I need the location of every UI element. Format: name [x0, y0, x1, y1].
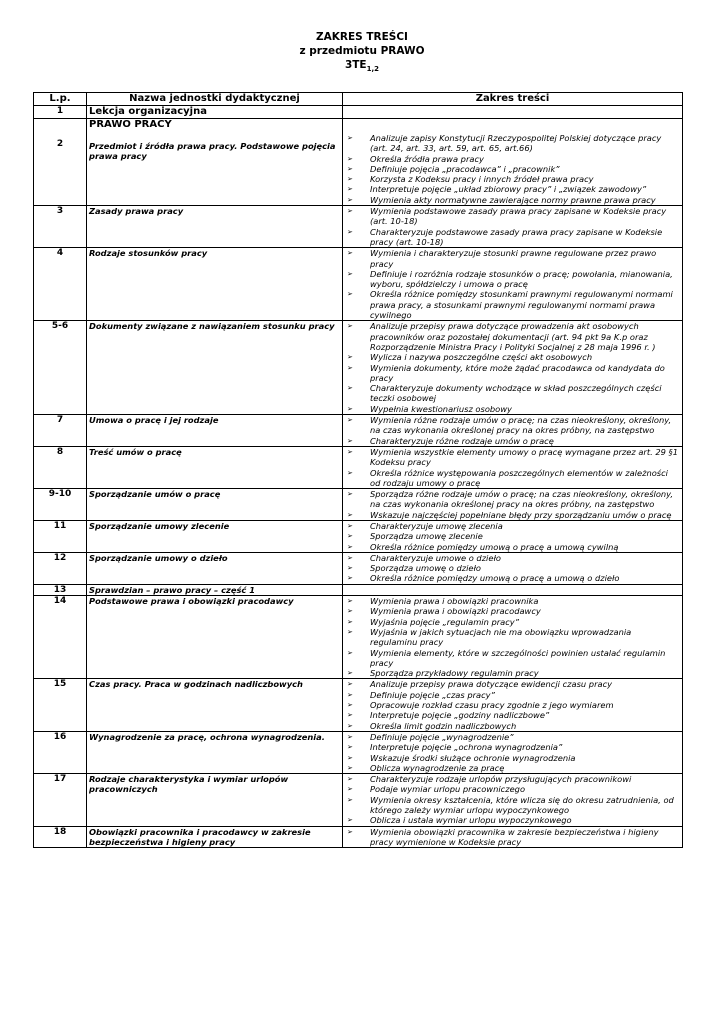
list-item: ➢ Charakteryzuje różne rodzaje umów o pracę: [345, 436, 680, 446]
row-unit: [87, 248, 343, 321]
col-header-unit: Nazwa jednostki dydaktycznej: [87, 93, 343, 106]
table-row: [34, 774, 683, 826]
row-scope: [343, 206, 683, 248]
list-item: ➢ Wylicza i nazywa poszczególne części akt osobowych: [345, 352, 680, 362]
row-unit-text: Sporządzanie umów o pracę: [89, 489, 221, 500]
row-unit: [87, 731, 343, 773]
table-row: [34, 206, 683, 248]
list-item: ➢ Wymienia dokumenty, które może żądać pracodawca od kandydata do pracy: [345, 363, 680, 384]
row-unit-text: Sprawdzian – prawo pracy – część 1: [89, 584, 255, 595]
row-lp: 14: [34, 596, 87, 679]
scope-list: [345, 774, 680, 825]
list-item: ➢ Sporządza umowę o dzieło: [345, 563, 680, 573]
row-unit: [87, 552, 343, 584]
list-item: ➢ Podaje wymiar urlopu pracowniczego: [345, 784, 680, 794]
scope-list: [345, 321, 680, 414]
document-header: [0, 30, 724, 76]
row-unit: [87, 119, 343, 206]
row-unit-text: Sporządzanie umowy o dzieło: [89, 552, 228, 563]
col-header-scope: Zakres treści: [343, 93, 683, 106]
table-row: [34, 596, 683, 679]
row-scope: [343, 552, 683, 584]
row-unit: [87, 489, 343, 521]
list-item: ➢ Charakteryzuje dokumenty wchodzące w skład poszczególnych części teczki osobowej: [345, 383, 680, 404]
col-header-lp: L.p.: [34, 93, 87, 106]
scope-list: [345, 415, 680, 446]
list-item: ➢ Wymienia akty normatywne zawierające normy prawne prawa pracy: [345, 195, 680, 205]
row-lp: 9-10: [34, 489, 87, 521]
section-title: PRAWO PRACY: [89, 119, 172, 130]
list-item: ➢ Wyjaśnia pojęcie „regulamin pracy”: [345, 617, 680, 627]
curriculum-table: [33, 92, 683, 848]
list-item: ➢ Charakteryzuje podstawowe zasady prawa pracy zapisane w Kodeksie pracy (art. 10-18): [345, 227, 680, 248]
list-item: ➢ Wymienia prawa i obowiązki pracownika: [345, 596, 680, 606]
row-unit-text: Treść umów o pracę: [89, 446, 182, 457]
list-item: ➢ Opracowuje rozkład czasu pracy zgodnie z jego wymiarem: [345, 700, 680, 710]
row-lp: 7: [34, 415, 87, 447]
list-item: ➢ Interpretuje pojęcie „godziny nadliczbowe”: [345, 710, 680, 720]
row-lp: 11: [34, 520, 87, 552]
table-row: [34, 552, 683, 584]
list-item: ➢ Określa różnice pomiędzy umową o pracę a umową cywilną: [345, 542, 680, 552]
row-unit: [87, 446, 343, 488]
list-item: ➢ Interpretuje pojęcie „ochrona wynagrodzenia”: [345, 742, 680, 752]
row-scope: [343, 248, 683, 321]
row-unit-text: Dokumenty związane z nawiązaniem stosunku pracy: [89, 321, 335, 332]
row-scope: [343, 106, 683, 119]
list-item: ➢ Wymienia wszystkie elementy umowy o pracę wymagane przez art. 29 §1 Kodeksu pracy: [345, 447, 680, 468]
list-item: ➢ Wskazuje najczęściej popełniane błędy przy sporządzaniu umów o pracę: [345, 510, 680, 520]
scope-list: [345, 248, 680, 320]
list-item: ➢ Oblicza wynagrodzenie za pracę: [345, 763, 680, 773]
list-item: ➢ Wymienia różne rodzaje umów o pracę; na czas nieokreślony, określony, na czas wykonania określonej pracy na okres próbny, na zastępstwo: [345, 415, 680, 436]
list-item: ➢ Analizuje przepisy prawa dotyczące prowadzenia akt osobowych pracowników oraz pozostałej dokumentacji (art. 94 pkt 9a K.p oraz Rozporządzenie Ministra Pracy i Polityki Socjalnej z 28 maja 1996 r. ): [345, 321, 680, 352]
table-row: [34, 446, 683, 488]
row-scope: [343, 446, 683, 488]
row-unit: [87, 679, 343, 731]
row-scope: [343, 679, 683, 731]
list-item: ➢ Określa źródła prawa pracy: [345, 154, 680, 164]
row-unit: [87, 774, 343, 826]
scope-list: [345, 521, 680, 552]
row-lp: 18: [34, 826, 87, 848]
list-item: ➢ Analizuje zapisy Konstytucji Rzeczypospolitej Polskiej dotyczące pracy (art. 24, art. 33, art. 59, art. 65, art.66): [345, 133, 680, 154]
row-lp: 17: [34, 774, 87, 826]
row-lp: 15: [34, 679, 87, 731]
list-item: ➢ Analizuje przepisy prawa dotyczące ewidencji czasu pracy: [345, 679, 680, 689]
scope-list: [345, 447, 680, 488]
row-unit-text: Obowiązki pracownika i pracodawcy w zakresie bezpieczeństwa i higieny pracy: [89, 826, 311, 847]
scope-list: [345, 553, 680, 584]
row-lp: 2: [34, 119, 87, 206]
list-item: ➢ Wyjaśnia w jakich sytuacjach nie ma obowiązku wprowadzania regulaminu pracy: [345, 627, 680, 648]
row-unit: [87, 596, 343, 679]
list-item: ➢ Definiuje i rozróżnia rodzaje stosunków o pracę; powołania, mianowania, wyboru, spółdzielczy i umowa o pracę: [345, 269, 680, 290]
list-item: ➢ Interpretuje pojęcie „układ zbiorowy pracy” i „związek zawodowy”: [345, 184, 680, 194]
row-lp: 13: [34, 584, 87, 595]
list-item: ➢ Definiuje pojęcia „pracodawca” i „pracownik”: [345, 164, 680, 174]
table-row: [34, 119, 683, 206]
list-item: ➢ Wymienia elementy, które w szczególności powinien ustalać regulamin pracy: [345, 648, 680, 669]
table-row: [34, 731, 683, 773]
list-item: ➢ Określa limit godzin nadliczbowych: [345, 721, 680, 731]
row-scope: [343, 415, 683, 447]
list-item: ➢ Definiuje pojęcie „wynagrodzenie”: [345, 732, 680, 742]
row-unit: [87, 520, 343, 552]
row-lp: 8: [34, 446, 87, 488]
document-subtitle: z przedmiotu PRAWO: [299, 45, 425, 57]
list-item: ➢ Charakteryzuje umowę zlecenia: [345, 521, 680, 531]
list-item: ➢ Oblicza i ustala wymiar urlopu wypoczynkowego: [345, 815, 680, 825]
row-scope: [343, 826, 683, 848]
row-unit: Lekcja organizacyjna: [87, 106, 343, 119]
list-item: ➢ Określa różnice pomiędzy stosunkami prawnymi regulowanymi normami prawa pracy, a stosunkami prawnymi regulowanymi normami prawa cywilnego: [345, 289, 680, 320]
list-item: ➢ Wymienia prawa i obowiązki pracodawcy: [345, 606, 680, 616]
row-unit-text: Rodzaje charakterystyka i wymiar urlopów pracowniczych: [89, 774, 289, 795]
table-row: [34, 826, 683, 848]
table-header-row: [34, 93, 683, 106]
row-unit-text: Wynagrodzenie za pracę, ochrona wynagrodzenia.: [89, 731, 325, 742]
table-row: [34, 415, 683, 447]
row-scope: [343, 489, 683, 521]
row-scope: [343, 119, 683, 206]
row-scope: [343, 596, 683, 679]
scope-list: [345, 489, 680, 520]
row-scope: [343, 584, 683, 595]
row-unit: [87, 321, 343, 415]
scope-list: [345, 119, 680, 205]
table-row: [34, 520, 683, 552]
table-row: [34, 489, 683, 521]
row-scope: [343, 321, 683, 415]
scope-list: [345, 596, 680, 678]
scope-list: [345, 206, 680, 247]
row-lp: 3: [34, 206, 87, 248]
table-row: [34, 248, 683, 321]
list-item: ➢ Określa różnice pomiędzy umową o pracę a umową o dzieło: [345, 573, 680, 583]
list-item: ➢ Sporządza różne rodzaje umów o pracę; na czas nieokreślony, określony, na czas wykonania określonej pracy na okres próbny, na zastępstwo: [345, 489, 680, 510]
row-unit: [87, 206, 343, 248]
list-item: ➢ Sporządza przykładowy regulamin pracy: [345, 668, 680, 678]
row-unit: [87, 415, 343, 447]
row-lp: 12: [34, 552, 87, 584]
list-item: ➢ Wymienia obowiązki pracownika w zakresie bezpieczeństwa i higieny pracy wymienione w Kodeksie pracy: [345, 827, 680, 848]
list-item: ➢ Wskazuje środki służące ochronie wynagrodzenia: [345, 753, 680, 763]
document-title: ZAKRES TREŚCI: [316, 31, 408, 43]
list-item: ➢ Wymienia i charakteryzuje stosunki prawne regulowane przez prawo pracy: [345, 248, 680, 269]
list-item: ➢ Charakteryzuje rodzaje urlopów przysługujących pracownikowi: [345, 774, 680, 784]
table-row: [34, 106, 683, 119]
row-lp: 5-6: [34, 321, 87, 415]
row-scope: [343, 731, 683, 773]
list-item: ➢ Wymienia okresy kształcenia, które wlicza się do okresu zatrudnienia, od którego zależy wymiar urlopu wypoczynkowego: [345, 795, 680, 816]
row-lp: 16: [34, 731, 87, 773]
row-lp: 4: [34, 248, 87, 321]
list-item: ➢ Korzysta z Kodeksu pracy i innych źródeł prawa pracy: [345, 174, 680, 184]
list-item: ➢ Wypełnia kwestionariusz osobowy: [345, 404, 680, 414]
row-scope: [343, 774, 683, 826]
list-item: ➢ Charakteryzuje umowe o dzieło: [345, 553, 680, 563]
row-unit: [87, 584, 343, 595]
row-scope: [343, 520, 683, 552]
row-lp: 1: [34, 106, 87, 119]
list-item: ➢ Sporządza umowę zlecenie: [345, 531, 680, 541]
class-code: $3TE_{1,2}$: [344, 59, 380, 74]
table-row: [34, 584, 683, 595]
row-unit-text: Podstawowe prawa i obowiązki pracodawcy: [89, 596, 294, 607]
list-item: ➢ Określa różnice występowania poszczególnych elementów w zależności od rodzaju umowy o pracę: [345, 468, 680, 489]
list-item: ➢ Definiuje pojęcie „czas pracy”: [345, 690, 680, 700]
list-item: ➢ Wymienia podstawowe zasady prawa pracy zapisane w Kodeksie pracy (art. 10-18): [345, 206, 680, 227]
row-unit-text: Sporządzanie umowy zlecenie: [89, 520, 230, 531]
row-unit-text: Rodzaje stosunków pracy: [89, 248, 208, 259]
row-unit-text: Przedmiot i źródła prawa pracy. Podstawowe pojęcia prawa pracy: [89, 141, 336, 162]
row-unit: [87, 826, 343, 848]
table-row: [34, 321, 683, 415]
row-unit-text: Zasady prawa pracy: [89, 206, 184, 217]
scope-list: [345, 827, 680, 848]
table-row: [34, 679, 683, 731]
row-unit-text: Czas pracy. Praca w godzinach nadliczbowych: [89, 679, 303, 690]
row-unit-text: Umowa o pracę i jej rodzaje: [89, 415, 219, 426]
scope-list: [345, 679, 680, 730]
scope-list: [345, 732, 680, 773]
